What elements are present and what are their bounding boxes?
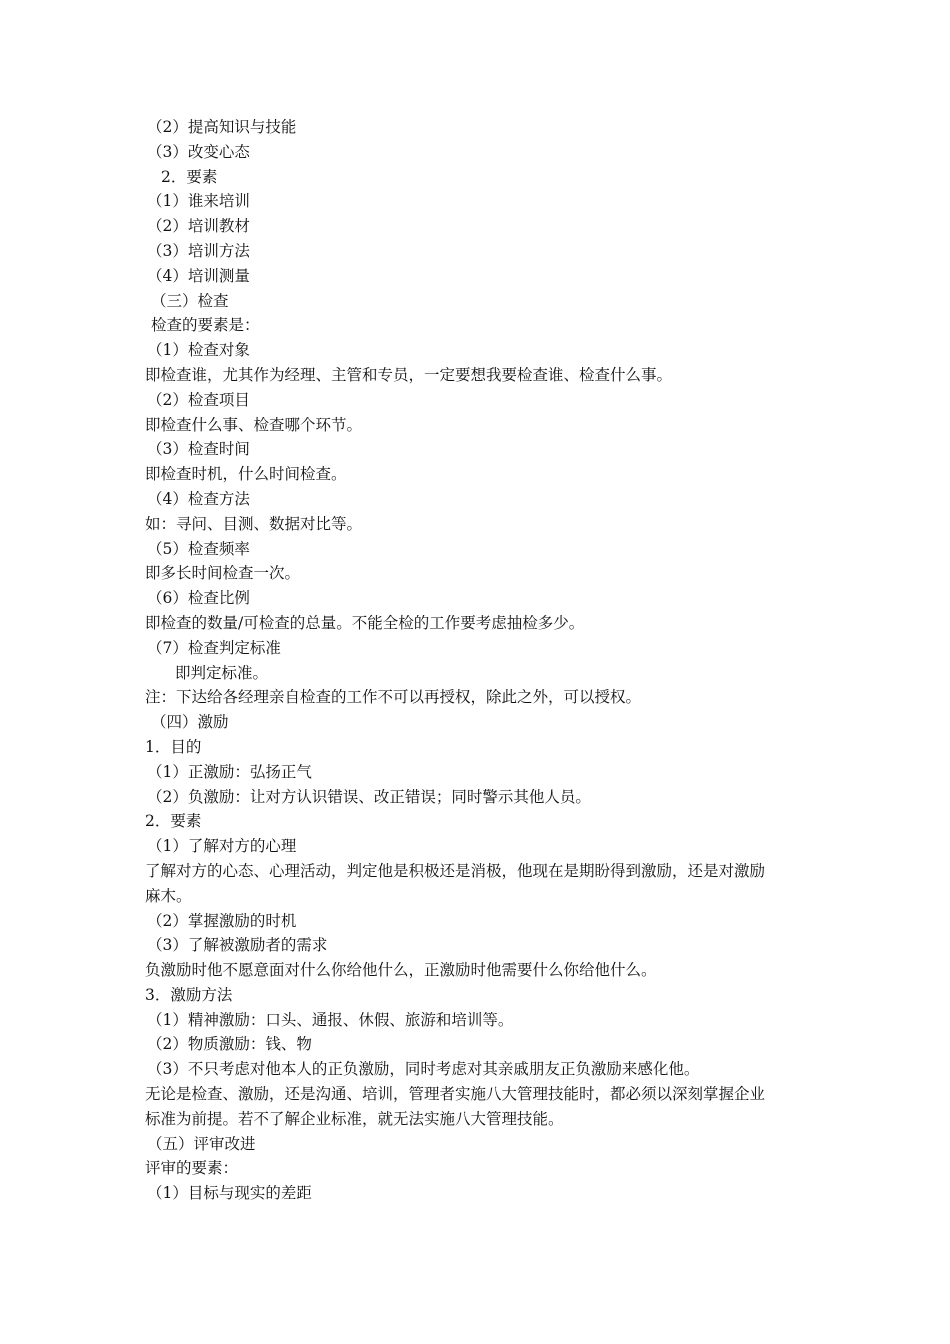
text-line: （3）培训方法 — [147, 241, 250, 260]
text-line: 即判定标准。 — [175, 663, 269, 682]
text-line: （2）负激励：让对方认识错误、改正错误；同时警示其他人员。 — [147, 787, 591, 806]
text-line: （五）评审改进 — [147, 1134, 256, 1153]
text-line: （7）检查判定标准 — [147, 638, 281, 657]
text-line: 1．目的 — [145, 737, 202, 756]
text-line: 检查的要素是： — [151, 316, 260, 335]
text-line: 3．激励方法 — [145, 985, 233, 1004]
text-line: （4）培训测量 — [147, 266, 250, 285]
text-line: 即检查时机，什么时间检查。 — [145, 465, 347, 484]
document-body — [145, 115, 815, 1206]
text-line: （四）激励 — [151, 713, 229, 732]
text-line: （2）检查项目 — [147, 390, 250, 409]
text-line: 即检查的数量/可检查的总量。不能全检的工作要考虑抽检多少。 — [145, 613, 585, 632]
text-line: 2．要素 — [161, 167, 218, 186]
text-line: （6）检查比例 — [147, 589, 250, 608]
text-line: 2．要素 — [145, 812, 202, 831]
text-line: 评审的要素： — [145, 1159, 239, 1178]
text-line: （3）检查时间 — [147, 440, 250, 459]
text-line: 无论是检查、激励，还是沟通、培训，管理者实施八大管理技能时，都必须以深刻掌握企业 — [145, 1085, 766, 1104]
text-line: （2）培训教材 — [147, 217, 250, 236]
text-line: 即检查什么事、检查哪个环节。 — [145, 415, 363, 434]
text-line: （1）正激励：弘扬正气 — [147, 762, 312, 781]
text-line: （1）了解对方的心理 — [147, 837, 297, 856]
text-line: （1）目标与现实的差距 — [147, 1184, 312, 1203]
text-line: 如：寻问、目测、数据对比等。 — [145, 514, 363, 533]
text-line: （3）了解被激励者的需求 — [147, 936, 328, 955]
text-line: 注：下达给各经理亲自检查的工作不可以再授权，除此之外，可以授权。 — [145, 688, 642, 707]
text-line: 了解对方的心态、心理活动，判定他是积极还是消极，他现在是期盼得到激励，还是对激励 — [145, 861, 766, 880]
text-line: 负激励时他不愿意面对什么你给他什么，正激励时他需要什么你给他什么。 — [145, 961, 657, 980]
text-line: （1）谁来培训 — [147, 192, 250, 211]
text-line: 麻木。 — [145, 886, 192, 905]
text-line: （三）检查 — [151, 291, 229, 310]
text-line: 标准为前提。若不了解企业标准，就无法实施八大管理技能。 — [145, 1109, 564, 1128]
text-line: （3）不只考虑对他本人的正负激励，同时考虑对其亲戚朋友正负激励来感化他。 — [147, 1060, 700, 1079]
text-line: （5）检查频率 — [147, 539, 250, 558]
text-line: （3）改变心态 — [147, 142, 250, 161]
text-line: （1）检查对象 — [147, 341, 250, 360]
text-line: （4）检查方法 — [147, 489, 250, 508]
text-line: （2）物质激励：钱、物 — [147, 1035, 312, 1054]
text-line: 即检查谁，尤其作为经理、主管和专员，一定要想我要检查谁、检查什么事。 — [145, 365, 673, 384]
text-line: （2）掌握激励的时机 — [147, 911, 297, 930]
text-line: 即多长时间检查一次。 — [145, 564, 301, 583]
text-line: （1）精神激励：口头、通报、休假、旅游和培训等。 — [147, 1010, 514, 1029]
text-line: （2）提高知识与技能 — [147, 118, 297, 136]
